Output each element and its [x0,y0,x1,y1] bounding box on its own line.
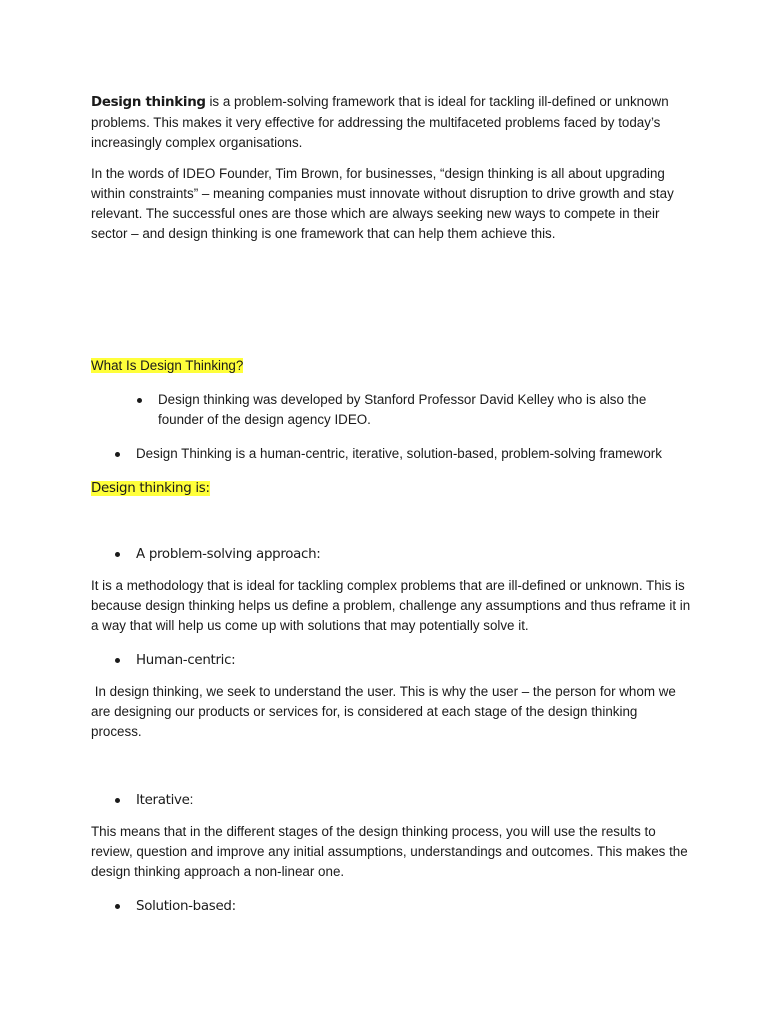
item-description: This means that in the different stages of the design thinking process, you will use the results to review, question and improve any initial assumptions, understandings and outcomes. This makes the design thinking approach a non-linear one. [91,824,688,879]
intro-paragraph-1 [91,92,691,153]
list-item [91,650,691,671]
list-item [91,790,691,811]
list-item-term: Iterative [136,793,190,808]
item-description: It is a methodology that is ideal for tackling complex problems that are ill-defined or unknown. This is because design thinking helps us define a problem, challenge any assumptions and thus reframe it in a way that will help us come up with solutions that may potentially solve it. [91,578,691,633]
list-item-text: Design Thinking is a human-centric, iterative, solution-based, problem-solving framework [136,446,662,461]
section-heading-design-thinking-is [91,478,210,499]
item-description: In design thinking, we seek to understand the user. This is why the user – the person for whom we are designing our products or services for, is considered at each stage of the design thinking process. [91,684,680,739]
list-item-term: Solution-based: [136,899,236,914]
intro-paragraph-1-text: is a problem-solving framework that is ideal for tackling ill-defined or unknown problems. This makes it very effective for addressing the multifaceted problems faced by today’s increasingly complex organisations. [91,94,669,150]
list-item-term: Human-centric: [136,653,236,668]
list-item [91,544,691,565]
list-item [91,390,691,430]
list-item [91,444,716,464]
list-item-term: A problem-solving approach: [136,547,321,562]
intro-paragraph-2: In the words of IDEO Founder, Tim Brown, for businesses, “design thinking is all about upgrading within constraints” – meaning companies must innovate without disruption to drive growth and stay relevant. The successful ones are those which are always seeking new ways to compete in their sector – and design thinking is one framework that can help them achieve this. [91,166,674,241]
list-item-suffix: : [189,792,194,807]
list-item [91,896,691,917]
list-item-text: Design thinking was developed by Stanford Professor David Kelley who is also the founder of the design agency IDEO. [158,392,647,427]
design-thinking-term: Design thinking [91,95,206,110]
section-heading-design-thinking-is-text: Design thinking is: [91,481,210,496]
section-heading-what-is [91,356,243,376]
section-heading-what-is-text: What Is Design Thinking? [91,358,244,373]
